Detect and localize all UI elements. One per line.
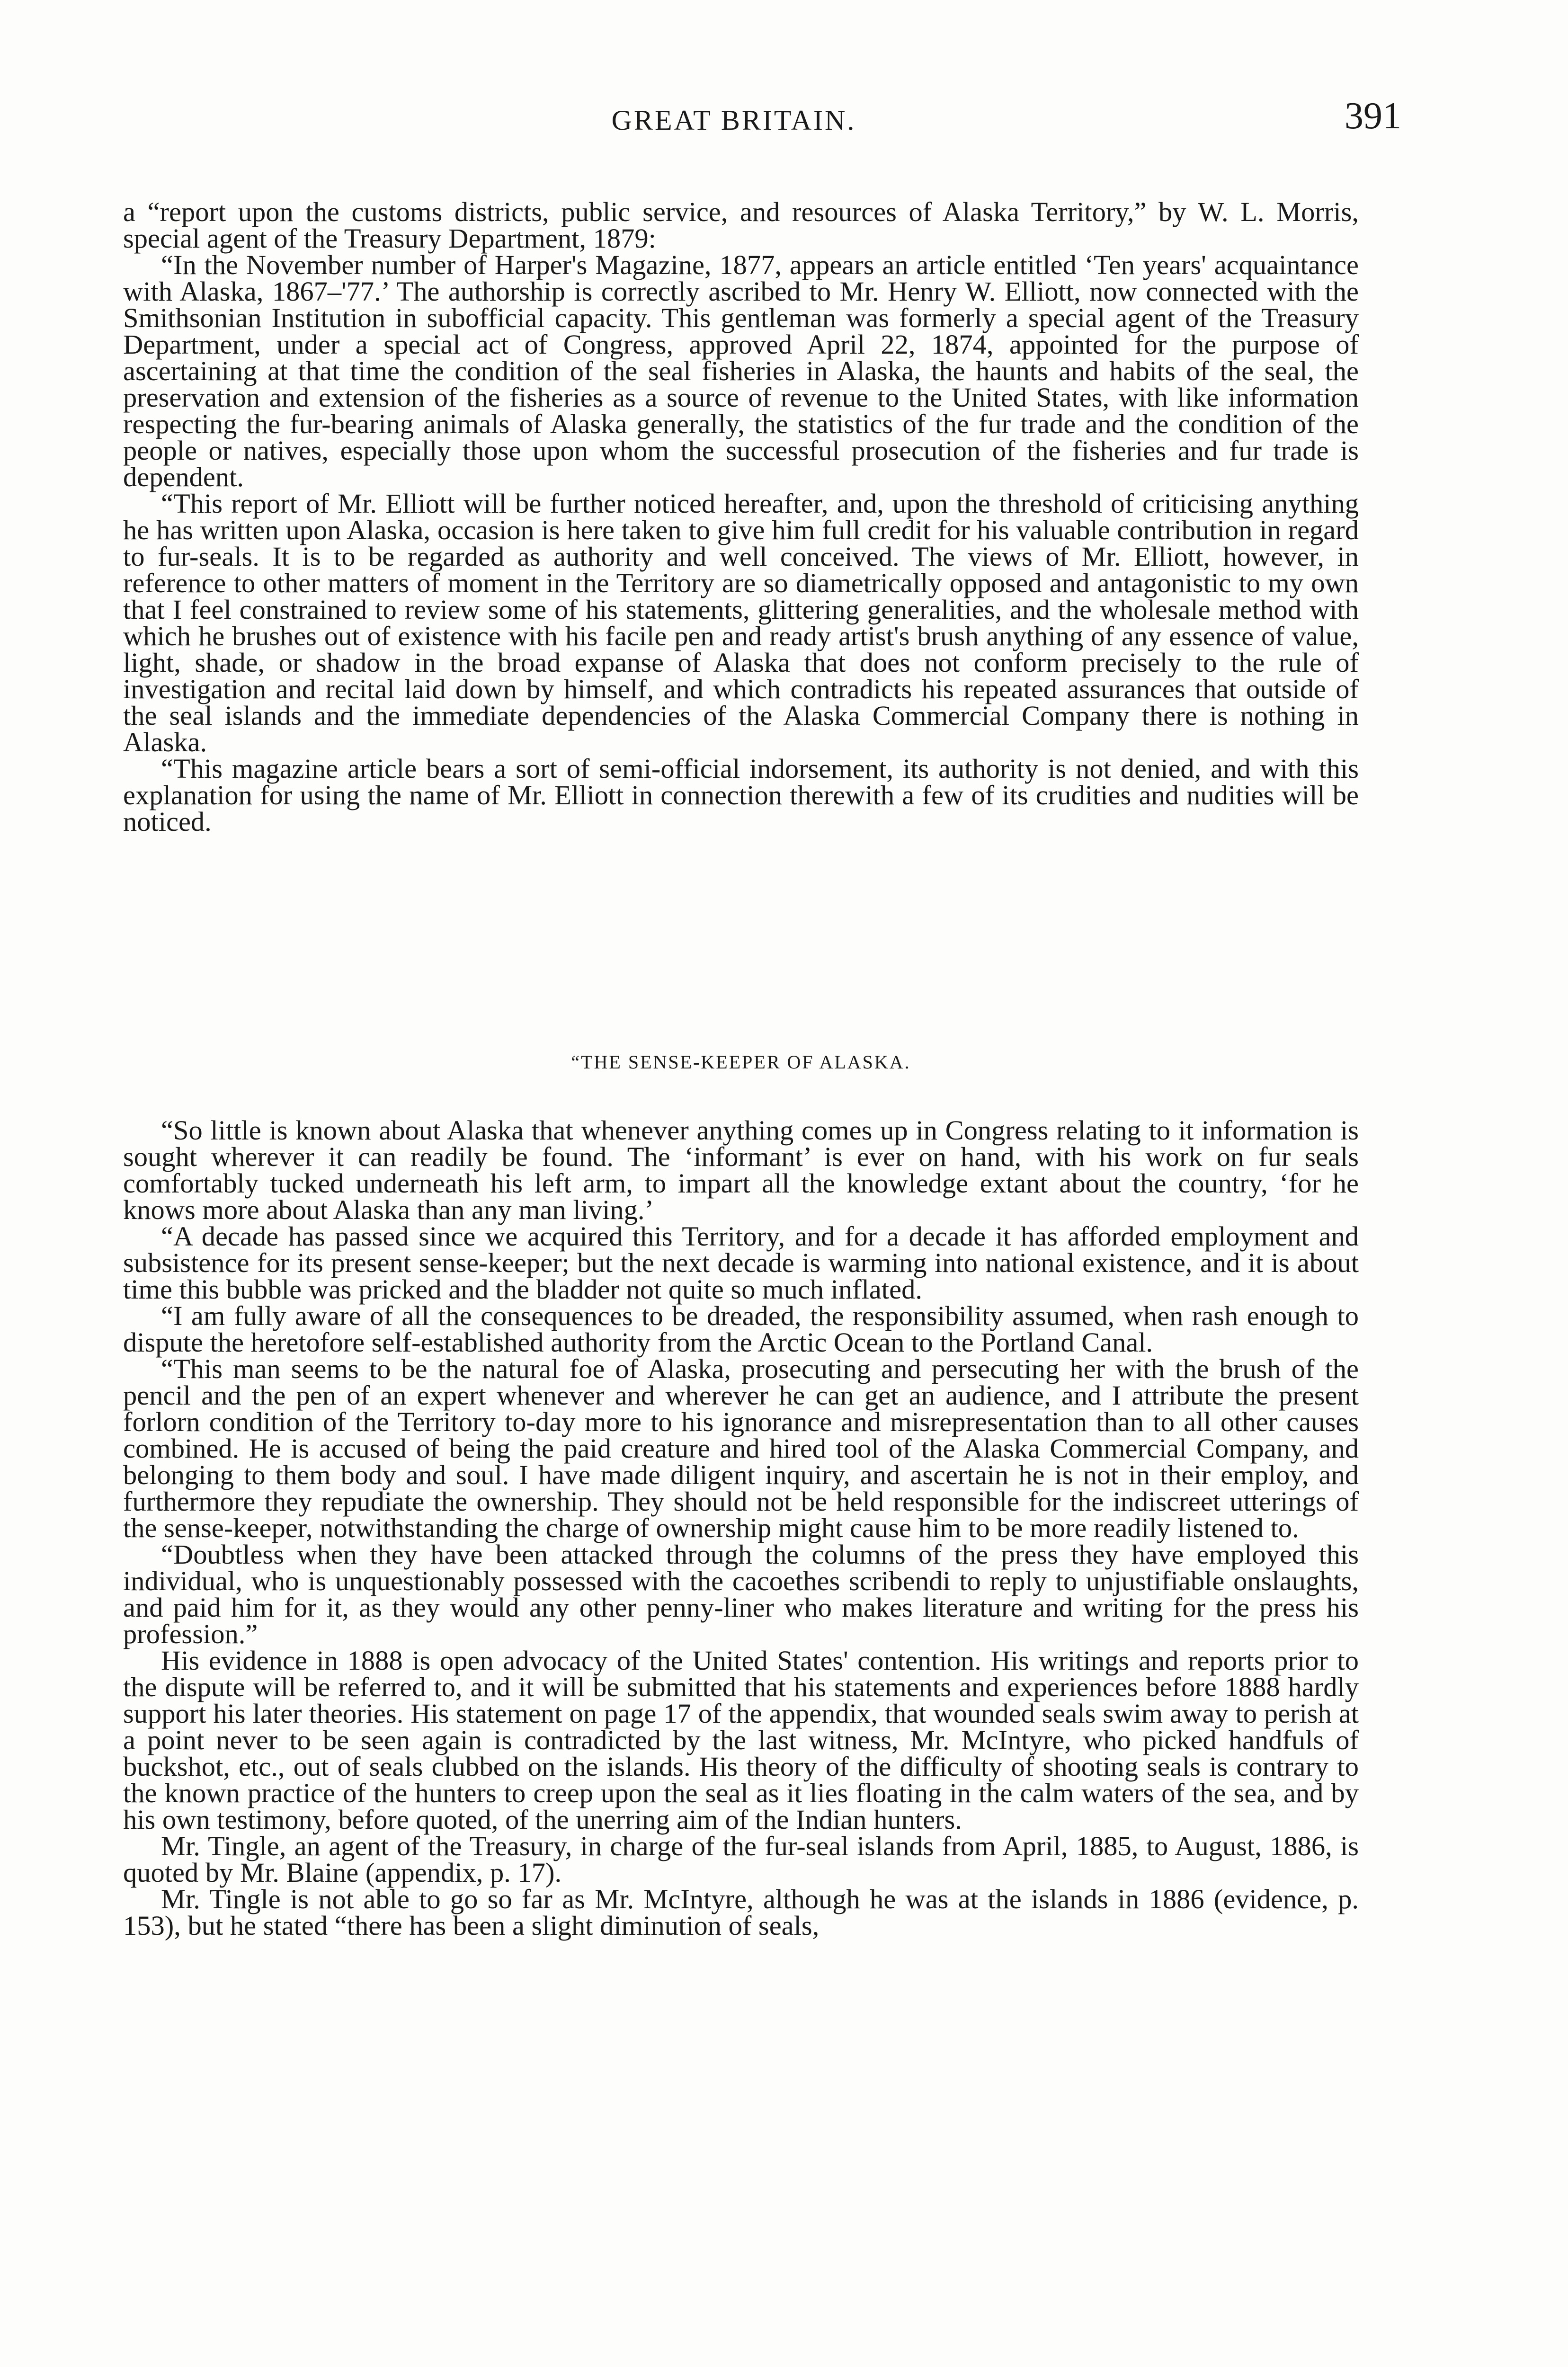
running-title: GREAT BRITAIN. [611,105,856,136]
paragraph: “This report of Mr. Elliott will be further noticed hereafter, and, upon the threshold of criticising anything he has written upon Alaska, occasion is here taken to give him full credit for his valuable contribution in regard to fur-seals. It is to be regarded as authority and well conceived. The views of Mr. Elliott, however, in reference to other matters of moment in the Territory are so diametrically opposed and antagonistic to my own that I feel constrained to review some of his statements, glittering generalities, and the wholesale method with which he brushes out of existence with his facile pen and ready artist's brush anything of any essence of value, light, shade, or shadow in the broad expanse of Alaska that does not conform precisely to the rule of investigation and recital laid down by himself, and which contradicts his repeated assurances that outside of the seal islands and the immediate dependencies of the Alaska Commercial Company there is nothing in Alaska. [123,488,1359,757]
body-text-section-2 [123,1117,1359,1939]
paragraph: “Doubtless when they have been attacked through the columns of the press they have employed this individual, who is unquestionably possessed with the cacoethes scribendi to reply to unjustifiable onslaughts, and paid him for it, as they would any other penny-liner who makes literature and writing for the press his profession.” [123,1539,1359,1649]
paragraph: “This magazine article bears a sort of semi-official indorsement, its authority is not denied, and with this explanation for using the name of Mr. Elliott in connection therewith a few of its crudities and nudities will be noticed. [123,753,1359,837]
paragraph: “In the November number of Harper's Magazine, 1877, appears an article entitled ‘Ten years' acquaintance with Alaska, 1867–'77.’ The authorship is correctly ascribed to Mr. Henry W. Elliott, now connected with the Smithsonian Institution in subofficial capacity. This gentleman was formerly a special agent of the Treasury Department, under a special act of Congress, approved April 22, 1874, appointed for the purpose of ascertaining at that time the condition of the seal fisheries in Alaska, the haunts and habits of the seal, the preservation and extension of the fisheries as a source of revenue to the United States, with like information respecting the fur-bearing animals of Alaska generally, the statistics of the fur trade and the condition of the people or natives, especially those upon whom the successful prosecution of the fisheries and fur trade is dependent. [123,249,1359,492]
paragraph: His evidence in 1888 is open advocacy of the United States' contention. His writings and reports prior to the dispute will be referred to, and it will be submitted that his statements and experiences before 1888 hardly support his later theories. His statement on page 17 of the appendix, that wounded seals swim away to perish at a point never to be seen again is contradicted by the last witness, Mr. McIntyre, who picked handfuls of buckshot, etc., out of seals clubbed on the islands. His theory of the difficulty of shooting seals is contrary to the known practice of the hunters to creep upon the seal as it lies floating in the calm waters of the sea, and by his own testimony, before quoted, of the unerring aim of the Indian hunters. [123,1645,1359,1835]
paragraph: a “report upon the customs districts, public service, and resources of Alaska Territory,” by W. L. Morris, special agent of the Treasury Department, 1879: [123,196,1359,254]
section-heading: “THE SENSE-KEEPER OF ALASKA. [571,1051,911,1073]
paragraph: “A decade has passed since we acquired this Territory, and for a decade it has afforded employment and subsistence for its present sense-keeper; but the next decade is warming into national existence, and it is about time this bubble was pricked and the bladder not quite so much inflated. [123,1221,1359,1305]
paragraph: Mr. Tingle, an agent of the Treasury, in charge of the fur-seal islands from April, 1885, to August, 1886, is quoted by Mr. Blaine (appendix, p. 17). [123,1831,1359,1888]
page-number: 391 [1345,95,1401,137]
paragraph: “I am fully aware of all the consequences to be dreaded, the responsibility assumed, when rash enough to dispute the heretofore self-established authority from the Arctic Ocean to the Portland Canal. [123,1300,1359,1358]
running-header [114,95,1401,137]
body-text-section-1 [123,196,1359,837]
paragraph: Mr. Tingle is not able to go so far as Mr. McIntyre, although he was at the islands in 1886 (evidence, p. 153), but he stated “there has been a slight diminution of seals, [123,1884,1359,1941]
paragraph: “So little is known about Alaska that whenever anything comes up in Congress relating to it information is sought wherever it can readily be found. The ‘informant’ is ever on hand, with his work on fur seals comfortably tucked underneath his left arm, to impart all the knowledge extant about the country, ‘for he knows more about Alaska than any man living.’ [123,1115,1359,1225]
paragraph: “This man seems to be the natural foe of Alaska, prosecuting and persecuting her with the brush of the pencil and the pen of an expert whenever and wherever he can get an audience, and I attribute the present forlorn condition of the Territory to-day more to his ignorance and misrepresentation than to all other causes combined. He is accused of being the paid creature and hired tool of the Alaska Commercial Company, and belonging to them body and soul. I have made diligent inquiry, and ascertain he is not in their employ, and furthermore they repudiate the ownership. They should not be held responsible for the indiscreet utterings of the sense-keeper, notwithstanding the charge of ownership might cause him to be more readily listened to. [123,1353,1359,1543]
